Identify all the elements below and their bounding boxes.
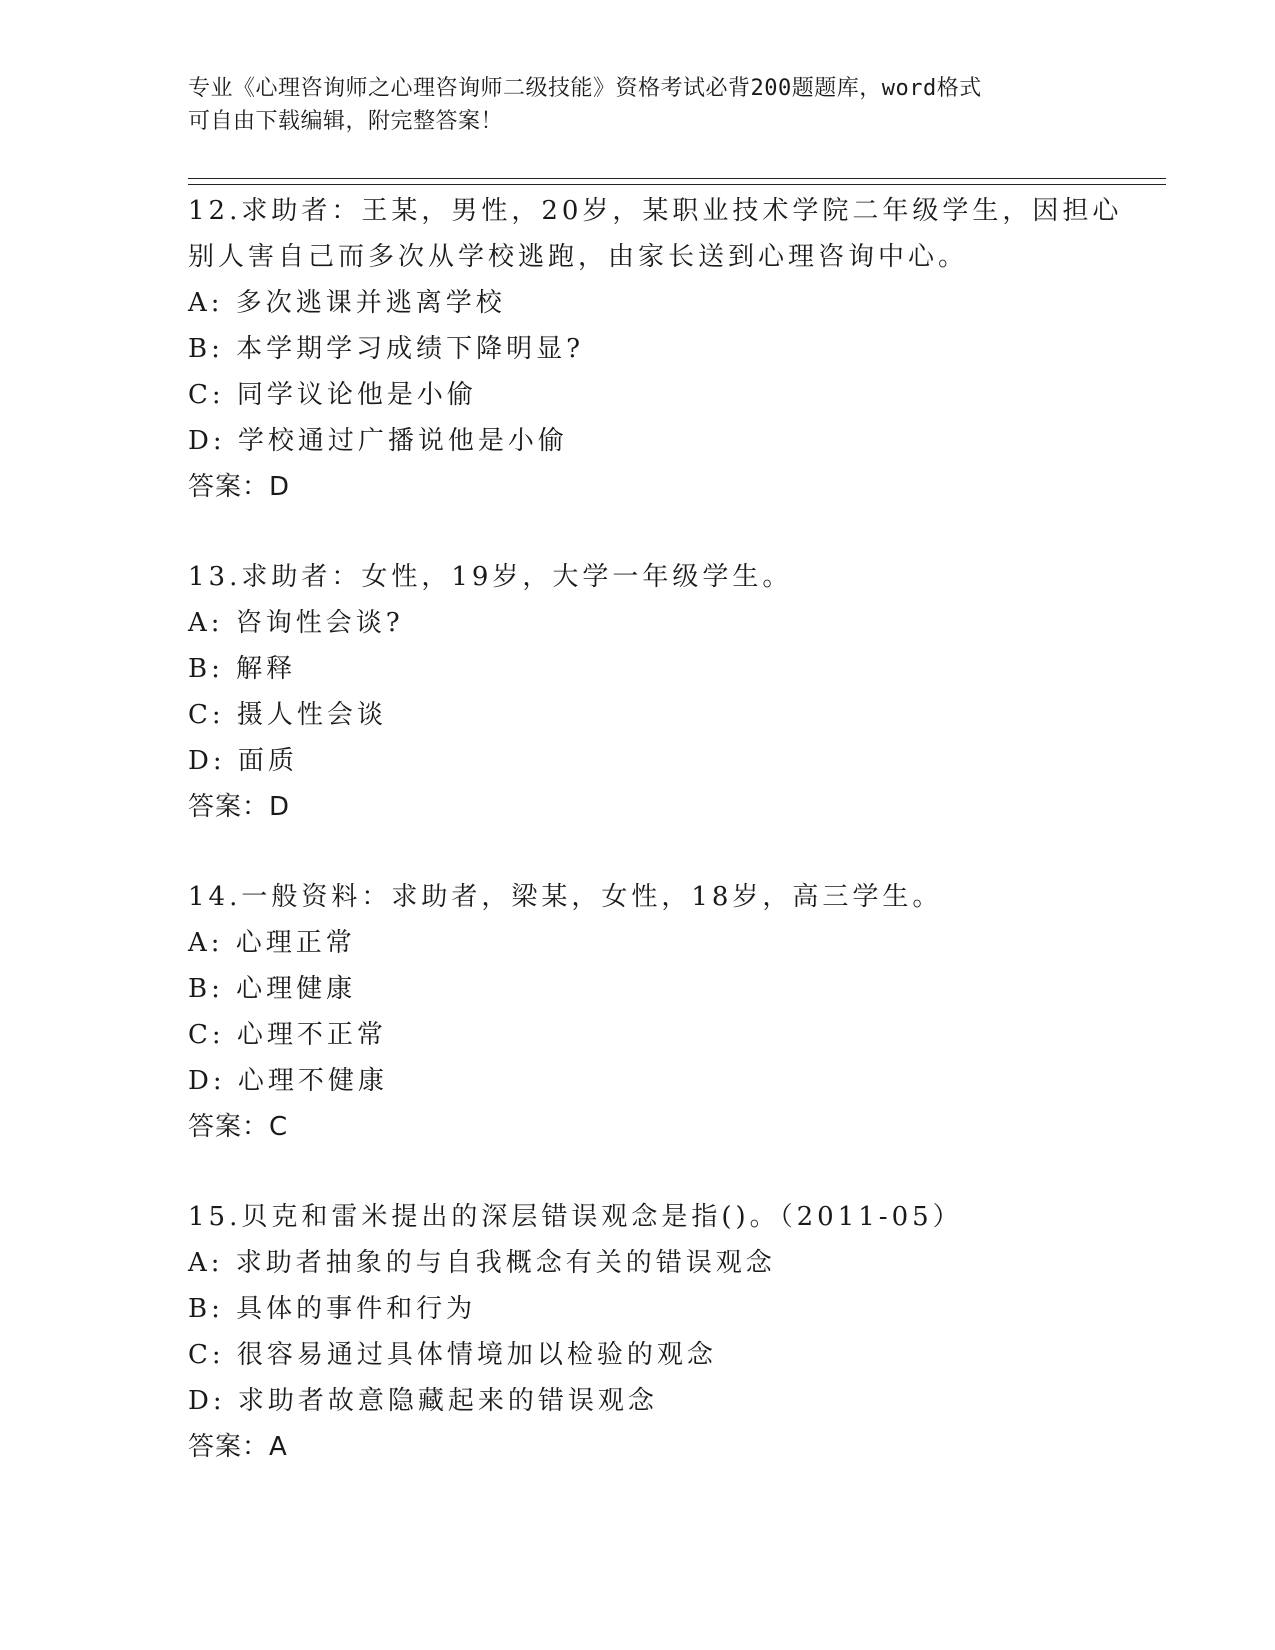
question-stem: 13.求助者：女性，19岁，大学一年级学生。 (188, 562, 793, 592)
answer: 答案：D (188, 792, 291, 822)
answer: 答案：A (188, 1432, 288, 1462)
option-a: A: 心理正常 (188, 928, 356, 958)
question-stem: 14.一般资料：求助者，梁某，女性，18岁，高三学生。 (188, 882, 943, 912)
answer: 答案：C (188, 1112, 289, 1142)
option-a: A: 求助者抽象的与自我概念有关的错误观念 (188, 1248, 776, 1278)
option-a: A: 咨询性会谈? (188, 608, 404, 638)
question-12 (188, 188, 1148, 510)
header-line-1: 专业《心理咨询师之心理咨询师二级技能》资格考试必背200题题库，word格式 (188, 76, 982, 101)
option-b: B: 心理健康 (188, 974, 357, 1004)
document-header (188, 72, 1088, 138)
header-divider-top (188, 178, 1166, 179)
question-15 (188, 1194, 1148, 1470)
option-d: D: 面质 (188, 746, 298, 776)
option-c: C: 同学议论他是小偷 (188, 380, 477, 410)
option-b: B: 解释 (188, 654, 297, 684)
question-14 (188, 874, 1148, 1150)
question-list (188, 188, 1148, 1514)
header-divider-bottom (188, 184, 1166, 185)
option-b: B: 具体的事件和行为 (188, 1294, 477, 1324)
option-c: C: 很容易通过具体情境加以检验的观念 (188, 1340, 717, 1370)
option-a: A: 多次逃课并逃离学校 (188, 288, 506, 318)
option-c: C: 心理不正常 (188, 1020, 387, 1050)
answer: 答案：D (188, 472, 291, 502)
option-c: C: 摄人性会谈 (188, 700, 387, 730)
question-stem: 15.贝克和雷米提出的深层错误观念是指()。（2011-05） (188, 1202, 963, 1232)
question-stem-continued: 别人害自己而多次从学校逃跑，由家长送到心理咨询中心。 (188, 242, 969, 272)
question-stem: 12.求助者：王某，男性，20岁，某职业技术学院二年级学生，因担心 (188, 196, 1123, 226)
option-d: D: 求助者故意隐藏起来的错误观念 (188, 1386, 658, 1416)
option-d: D: 心理不健康 (188, 1066, 388, 1096)
question-13 (188, 554, 1148, 830)
option-b: B: 本学期学习成绩下降明显? (188, 334, 585, 364)
option-d: D: 学校通过广播说他是小偷 (188, 426, 568, 456)
header-line-2: 可自由下载编辑，附完整答案！ (188, 109, 504, 134)
